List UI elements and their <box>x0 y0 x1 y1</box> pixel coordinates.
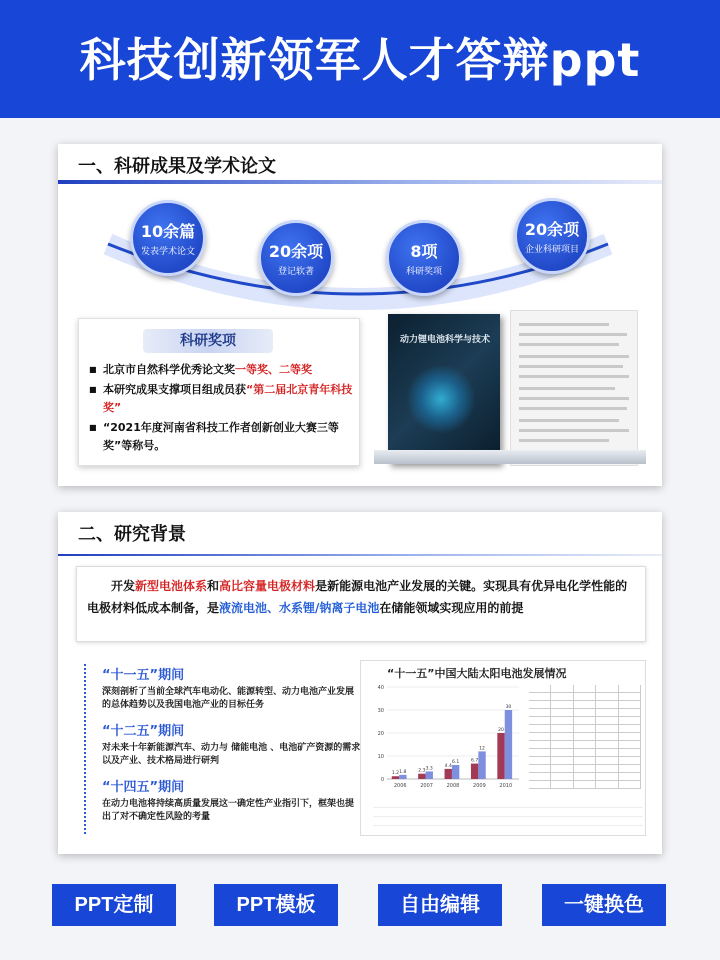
data-label: 20 <box>498 728 504 733</box>
x-tick-label: 2010 <box>499 783 513 789</box>
data-label: 12 <box>479 746 485 752</box>
stat-number: 20余项 <box>524 220 580 239</box>
y-tick-label: 0 <box>380 777 384 783</box>
award-item: ■ “2021年度河南省科技工作者创新创业大赛三等奖”等称号。 <box>89 419 355 455</box>
chart-title: “十一五”中国大陆太阳电池发展情况 <box>387 667 567 680</box>
stat-label: 登记软著 <box>277 267 314 277</box>
y-tick-label: 30 <box>377 708 384 714</box>
data-label: 1.8 <box>399 769 407 775</box>
stat-circle-software <box>258 220 334 296</box>
book-title: 动力锂电池科学与技术 <box>400 335 491 345</box>
section-title: 一、科研成果及学术论文 <box>78 156 276 177</box>
data-label: 30 <box>505 705 512 710</box>
stat-circle-papers <box>130 200 206 276</box>
data-label: 6.7 <box>471 758 479 764</box>
timeline-text: 在动力电池将持续高质量发展这一确定性产业指引下，框架也提出了对不确定性风险的考量 <box>102 799 355 822</box>
section-title: 二、研究背景 <box>78 524 186 545</box>
free-edit-button[interactable]: 自由编辑 <box>378 884 502 926</box>
timeline-title: “十四五”期间 <box>102 780 185 795</box>
bar-chart <box>365 681 527 795</box>
award-item: ■ 北京市自然科学优秀论文奖一等奖、二等奖 <box>89 361 355 379</box>
stat-number: 20余项 <box>268 242 324 261</box>
data-label: 4.4 <box>444 763 452 769</box>
ppt-template-button[interactable]: PPT模板 <box>214 884 338 926</box>
stat-number: 10余篇 <box>140 222 196 241</box>
x-tick-label: 2009 <box>473 783 486 789</box>
intro-paragraph: 开发新型电池体系和高比容量电极材料是新能源电池产业发展的关键。实现具有优异电化学性能的电极材料低成本制备，是液流电池、水系锂/钠离子电池在储能领域实现应用的前提 <box>76 566 646 642</box>
section-divider <box>58 554 662 556</box>
stat-label: 企业科研项目 <box>524 245 579 255</box>
timeline-title: “十二五”期间 <box>102 724 185 739</box>
x-tick-label: 2006 <box>393 783 407 789</box>
y-tick-label: 20 <box>377 731 384 737</box>
section-divider <box>58 180 662 184</box>
data-label: 6.1 <box>452 759 460 765</box>
bar <box>505 710 512 779</box>
awards-title: 科研奖项 <box>143 329 273 353</box>
bar <box>418 774 425 779</box>
chart-panel <box>360 660 646 836</box>
chart-notes <box>373 799 643 826</box>
page-header <box>0 0 720 118</box>
bar <box>392 776 399 779</box>
bar <box>399 775 406 779</box>
stat-circle-awards <box>386 220 462 296</box>
data-label: 1.2 <box>391 771 400 777</box>
paper-page-image <box>510 310 638 466</box>
bar <box>445 769 452 779</box>
awards-list <box>89 361 355 457</box>
y-tick-label: 40 <box>377 685 384 691</box>
stat-number: 8项 <box>410 242 438 261</box>
timeline-text: 深刻剖析了当前全球汽车电动化、能源转型、动力电池产业发展的总体趋势以及我国电池产业的目标任务 <box>102 687 355 710</box>
award-item: ■ 本研究成果支撑项目组成员获“第二届北京青年科技奖” <box>89 381 355 417</box>
one-click-recolor-button[interactable]: 一键换色 <box>542 884 666 926</box>
awards-card <box>78 318 360 466</box>
data-label: 3.3 <box>425 766 433 772</box>
timeline-title: “十一五”期间 <box>102 668 185 683</box>
timeline-line <box>84 664 86 834</box>
book-graphic <box>406 364 476 434</box>
slide-research-results <box>58 144 662 486</box>
slide-research-background <box>58 512 662 854</box>
bar <box>452 765 459 779</box>
book-cover-image <box>388 314 500 464</box>
bar <box>478 751 485 779</box>
y-tick-label: 10 <box>377 754 384 760</box>
bar <box>471 764 478 779</box>
x-tick-label: 2008 <box>446 783 460 789</box>
display-stand <box>374 450 646 464</box>
stat-label: 发表学术论文 <box>140 247 195 257</box>
stat-label: 科研奖项 <box>405 267 442 277</box>
page-title: 科技创新领军人才答辩ppt <box>79 33 641 87</box>
stat-circle-projects <box>514 198 590 274</box>
data-label: 2.3 <box>418 768 426 774</box>
timeline-text: 对未来十年新能源汽车、动力与 储能电池 、电池矿产资源的需求以及产业、技术格局进行研判 <box>102 743 361 766</box>
bar <box>426 771 433 779</box>
x-tick-label: 2007 <box>420 783 433 789</box>
ppt-custom-button[interactable]: PPT定制 <box>52 884 176 926</box>
data-table-image <box>529 685 641 797</box>
bar <box>497 733 504 779</box>
